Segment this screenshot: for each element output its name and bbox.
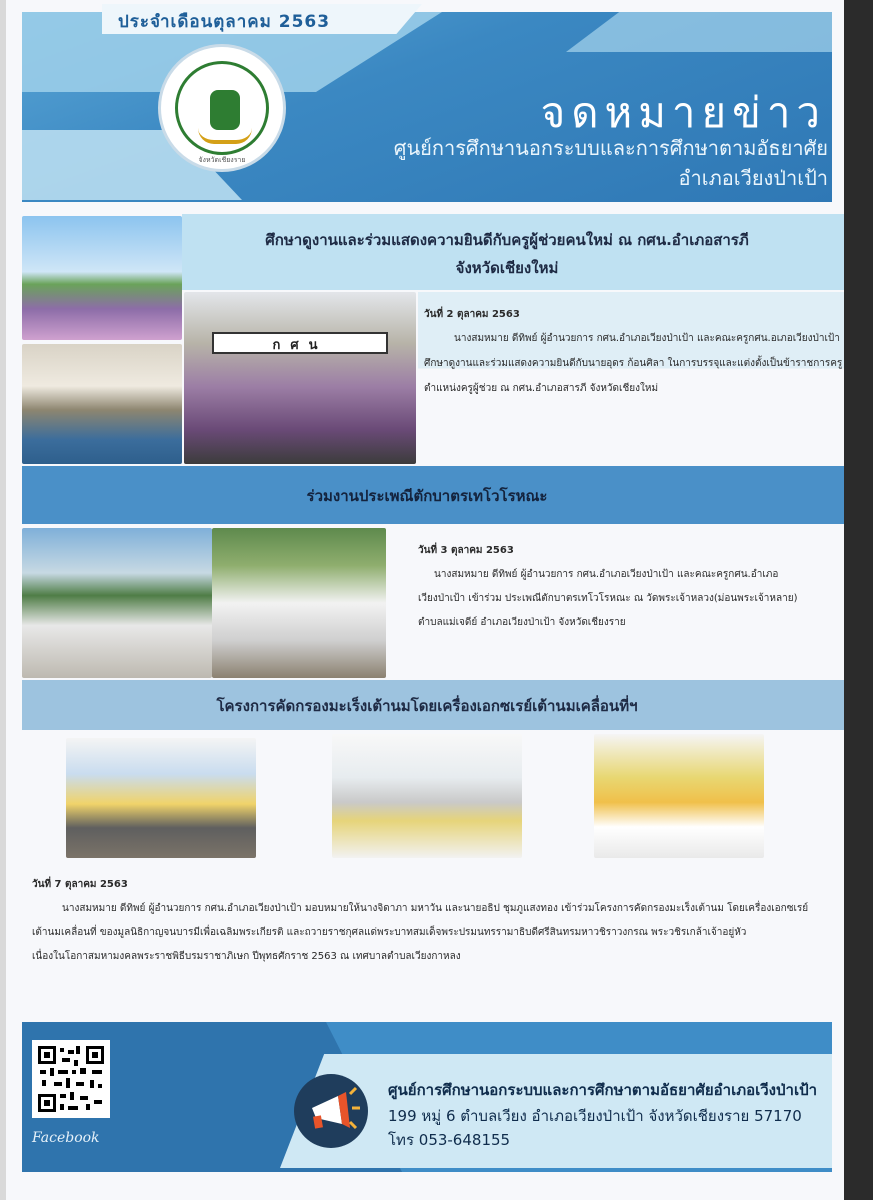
- logo-caption: จังหวัดเชียงราย: [198, 156, 246, 164]
- megaphone-icon-graphic: [294, 1074, 368, 1148]
- section2-photo-procession: [22, 528, 212, 678]
- section3-text-line: นางสมหมาย ดีทิพย์ ผู้อำนวยการ กศน.อำเภอเวียงป่าเป้า มอบหมายให้นางจิดาภา มหาวัน และนายอธิป ชุมภูแสงทอง เข้าร่วมโครงการคัดกรองมะเร็งเต้านม โดยเครื่องเอกซเรย์: [62, 903, 809, 914]
- section1-text-line: ตำแหน่งครูผู้ช่วย ณ กศน.อำเภอสารภี จังหวัดเชียงใหม่: [424, 383, 659, 394]
- section2-title: ร่วมงานประเพณีตักบาตรเทโวโรหณะ: [306, 487, 548, 505]
- section1-title-line2: จังหวัดเชียงใหม่: [455, 259, 559, 277]
- section3-title: โครงการคัดกรองมะเร็งเต้านมโดยเครื่องเอกซเรย์เต้านมเคลื่อนที่ฯ: [216, 697, 638, 715]
- facebook-qr-code[interactable]: [32, 1040, 110, 1118]
- section3-date: วันที่ 7 ตุลาคม 2563: [32, 879, 128, 890]
- section3-photo-participants: [594, 734, 764, 858]
- section3-text-line: เต้านมเคลื่อนที่ ของมูลนิธิกาญจนบารมีเพื่อเฉลิมพระเกียรติ และถวายราชกุศลแด่พระบาทสมเด็จพระปรมนทรรามาธิบดีศรีสินทรมหาวชิราวงกรณ พระวชิรเกล้าเจ้าอยู่หัว: [32, 927, 747, 938]
- qr-code-icon: [36, 1044, 106, 1114]
- section2-text-line: เวียงป่าเป้า เข้าร่วม ประเพณีตักบาตรเทโวโรหณะ ณ วัดพระเจ้าหลวง(ม่อนพระเจ้าหลาย): [418, 593, 798, 604]
- section1-date: วันที่ 2 ตุลาคม 2563: [424, 309, 520, 320]
- section1-photo-outdoor: [22, 216, 182, 340]
- month-label: ประจำเดือนตุลาคม 2563: [118, 12, 331, 32]
- section1-text-line: ศึกษาดูงานและร่วมแสดงความยินดีกับนายอุดร ก้อนศิลา ในการบรรจุและแต่งตั้งเป็นข้าราชการครู: [424, 358, 843, 369]
- section1-title: ศึกษาดูงานและร่วมแสดงความยินดีกับครูผู้ช่วยคนใหม่ ณ กศน.อำเภอสารภี: [265, 231, 749, 249]
- newsletter-subtitle-district: อำเภอเวียงป่าเป้า: [678, 166, 828, 190]
- megaphone-icon: [294, 1074, 368, 1148]
- section3-text-line: เนื่องในโอกาสมหามงคลพระราชพิธีบรมราชาภิเษก ปีพุทธศักราช 2563 ณ เทศบาลตำบลเวียงกาหลง: [32, 951, 461, 962]
- section2-text-line: นางสมหมาย ดีทิพย์ ผู้อำนวยการ กศน.อำเภอเวียงป่าเป้า และคณะครูกศน.อำเภอ: [434, 569, 779, 580]
- logo-emblem: [175, 61, 269, 155]
- scan-edge: [844, 0, 873, 1200]
- building-sign: กศน: [212, 332, 388, 354]
- logo-seal-icon: [210, 90, 240, 130]
- newsletter-page: [6, 0, 844, 1200]
- section3-photo-hall: [332, 734, 522, 858]
- newsletter-title: จดหมายข่าว: [540, 88, 826, 137]
- footer-organization-name: ศูนย์การศึกษานอกระบบและการศึกษาตามอัธยาศัยอำเภอเวีงป่าเป้า: [388, 1081, 818, 1099]
- section1-photo-group: [184, 292, 416, 464]
- footer-phone: โทร 053-648155: [388, 1131, 511, 1149]
- section1-text-line: นางสมหมาย ดีทิพย์ ผู้อำนวยการ กศน.อำเภอเวียงป่าเป้า และคณะครูกศน.อเภอเวียงป่าเป้า: [454, 333, 840, 344]
- section2-date: วันที่ 3 ตุลาคม 2563: [418, 545, 514, 556]
- section2-photo-offering: [212, 528, 386, 678]
- facebook-label: Facebook: [32, 1130, 100, 1146]
- section2-text-line: ตำบลแม่เจดีย์ อำเภอเวียงป่าเป้า จังหวัดเชียงราย: [418, 617, 626, 628]
- newsletter-subtitle: ศูนย์การศึกษานอกระบบและการศึกษาตามอัธยาศัย: [393, 136, 828, 160]
- footer-address: 199 หมู่ 6 ตำบลเวียง อำเภอเวียงป่าเป้า จังหวัดเชียงราย 57170: [388, 1107, 802, 1125]
- section3-photo-xray-truck: [66, 738, 256, 858]
- logo-ribbon-icon: [198, 128, 252, 144]
- organization-logo: [158, 44, 286, 172]
- section1-photo-meeting: [22, 344, 182, 464]
